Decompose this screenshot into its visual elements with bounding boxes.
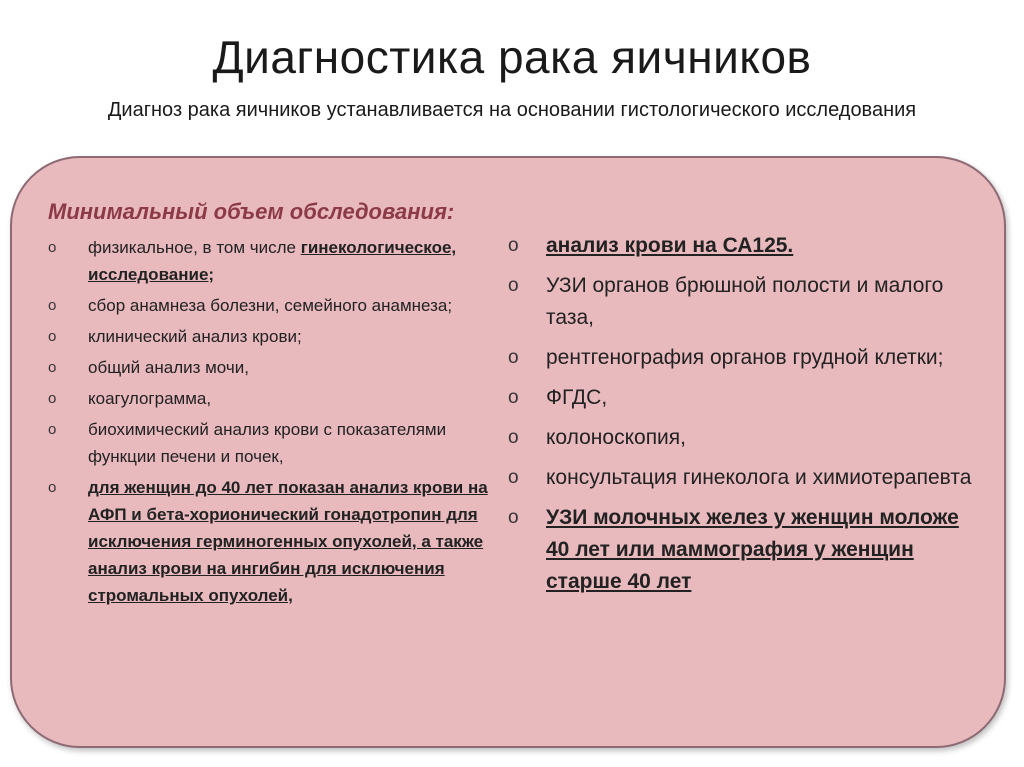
list-item [508,270,978,334]
right-list [508,230,978,598]
bullet-icon: o [508,347,519,368]
list-item [48,474,516,609]
bullet-icon: o [48,239,57,256]
item-text [546,502,978,598]
item-plain: ФГДС, [546,386,608,409]
list-item [48,234,516,288]
list-item [48,385,516,412]
item-text [546,342,978,374]
list-item [48,416,516,470]
list-item [508,462,978,494]
bullet-icon: o [48,297,57,314]
item-text [88,292,516,319]
item-plain: биохимический анализ крови с показателями функции печени и почек, [88,420,447,466]
bullet-icon: o [48,359,57,376]
item-text [88,416,516,470]
list-item [508,382,978,414]
item-text [88,354,516,381]
bullet-icon: o [508,507,519,528]
item-text [88,474,516,609]
item-text [546,270,978,334]
slide-title: Диагностика рака яичников [212,31,812,83]
bullet-icon: o [48,390,57,407]
item-text [546,422,978,454]
item-plain: сбор анамнеза болезни, семейного анамнеза; [88,296,453,315]
item-text [88,385,516,412]
bullet-icon: o [508,275,519,296]
item-text [88,234,516,288]
bullet-icon: o [48,328,57,345]
item-plain: общий анализ мочи, [88,358,249,377]
list-item [48,323,516,350]
item-emphasis: для женщин до 40 лет показан анализ крови на АФП и бета-хорионический гонадотропин для исключения герминогенных опухолей, а также анализ крови на ингибин для исключения стромальных опухолей, [88,478,488,605]
bullet-icon: o [508,467,519,488]
right-column [508,230,978,606]
item-plain: консультация гинеколога и химиотерапевта [546,466,972,489]
item-text [546,382,978,414]
item-emphasis: УЗИ молочных желез у женщин моложе 40 лет или маммография у женщин старше 40 лет [546,506,959,593]
item-plain: колоноскопия, [546,426,686,449]
item-plain: рентгенография органов грудной клетки; [546,346,944,369]
item-plain: коагулограмма, [88,389,212,408]
list-item [508,342,978,374]
list-item [508,230,978,262]
left-column [48,196,516,613]
list-item [508,502,978,598]
list-item [48,354,516,381]
left-list [48,234,516,609]
item-emphasis: гинекологическое, исследование; [88,238,457,284]
list-item [508,422,978,454]
item-plain: физикальное, в том числе [88,238,301,257]
bullet-icon: o [508,235,519,256]
bullet-icon: o [508,427,519,448]
item-plain: клинический анализ крови; [88,327,302,346]
list-item [48,292,516,319]
item-plain: УЗИ органов брюшной полости и малого таза, [546,274,944,329]
bullet-icon: o [48,479,57,496]
item-text [546,230,978,262]
item-text [88,323,516,350]
item-emphasis: анализ крови на СА125. [546,234,794,257]
bullet-icon: o [48,421,57,438]
section-heading: Минимальный объем обследования: [48,199,455,224]
item-text [546,462,978,494]
bullet-icon: o [508,387,519,408]
slide-subtitle: Диагноз рака яичников устанавливается на основании гистологического исследования [107,99,917,121]
